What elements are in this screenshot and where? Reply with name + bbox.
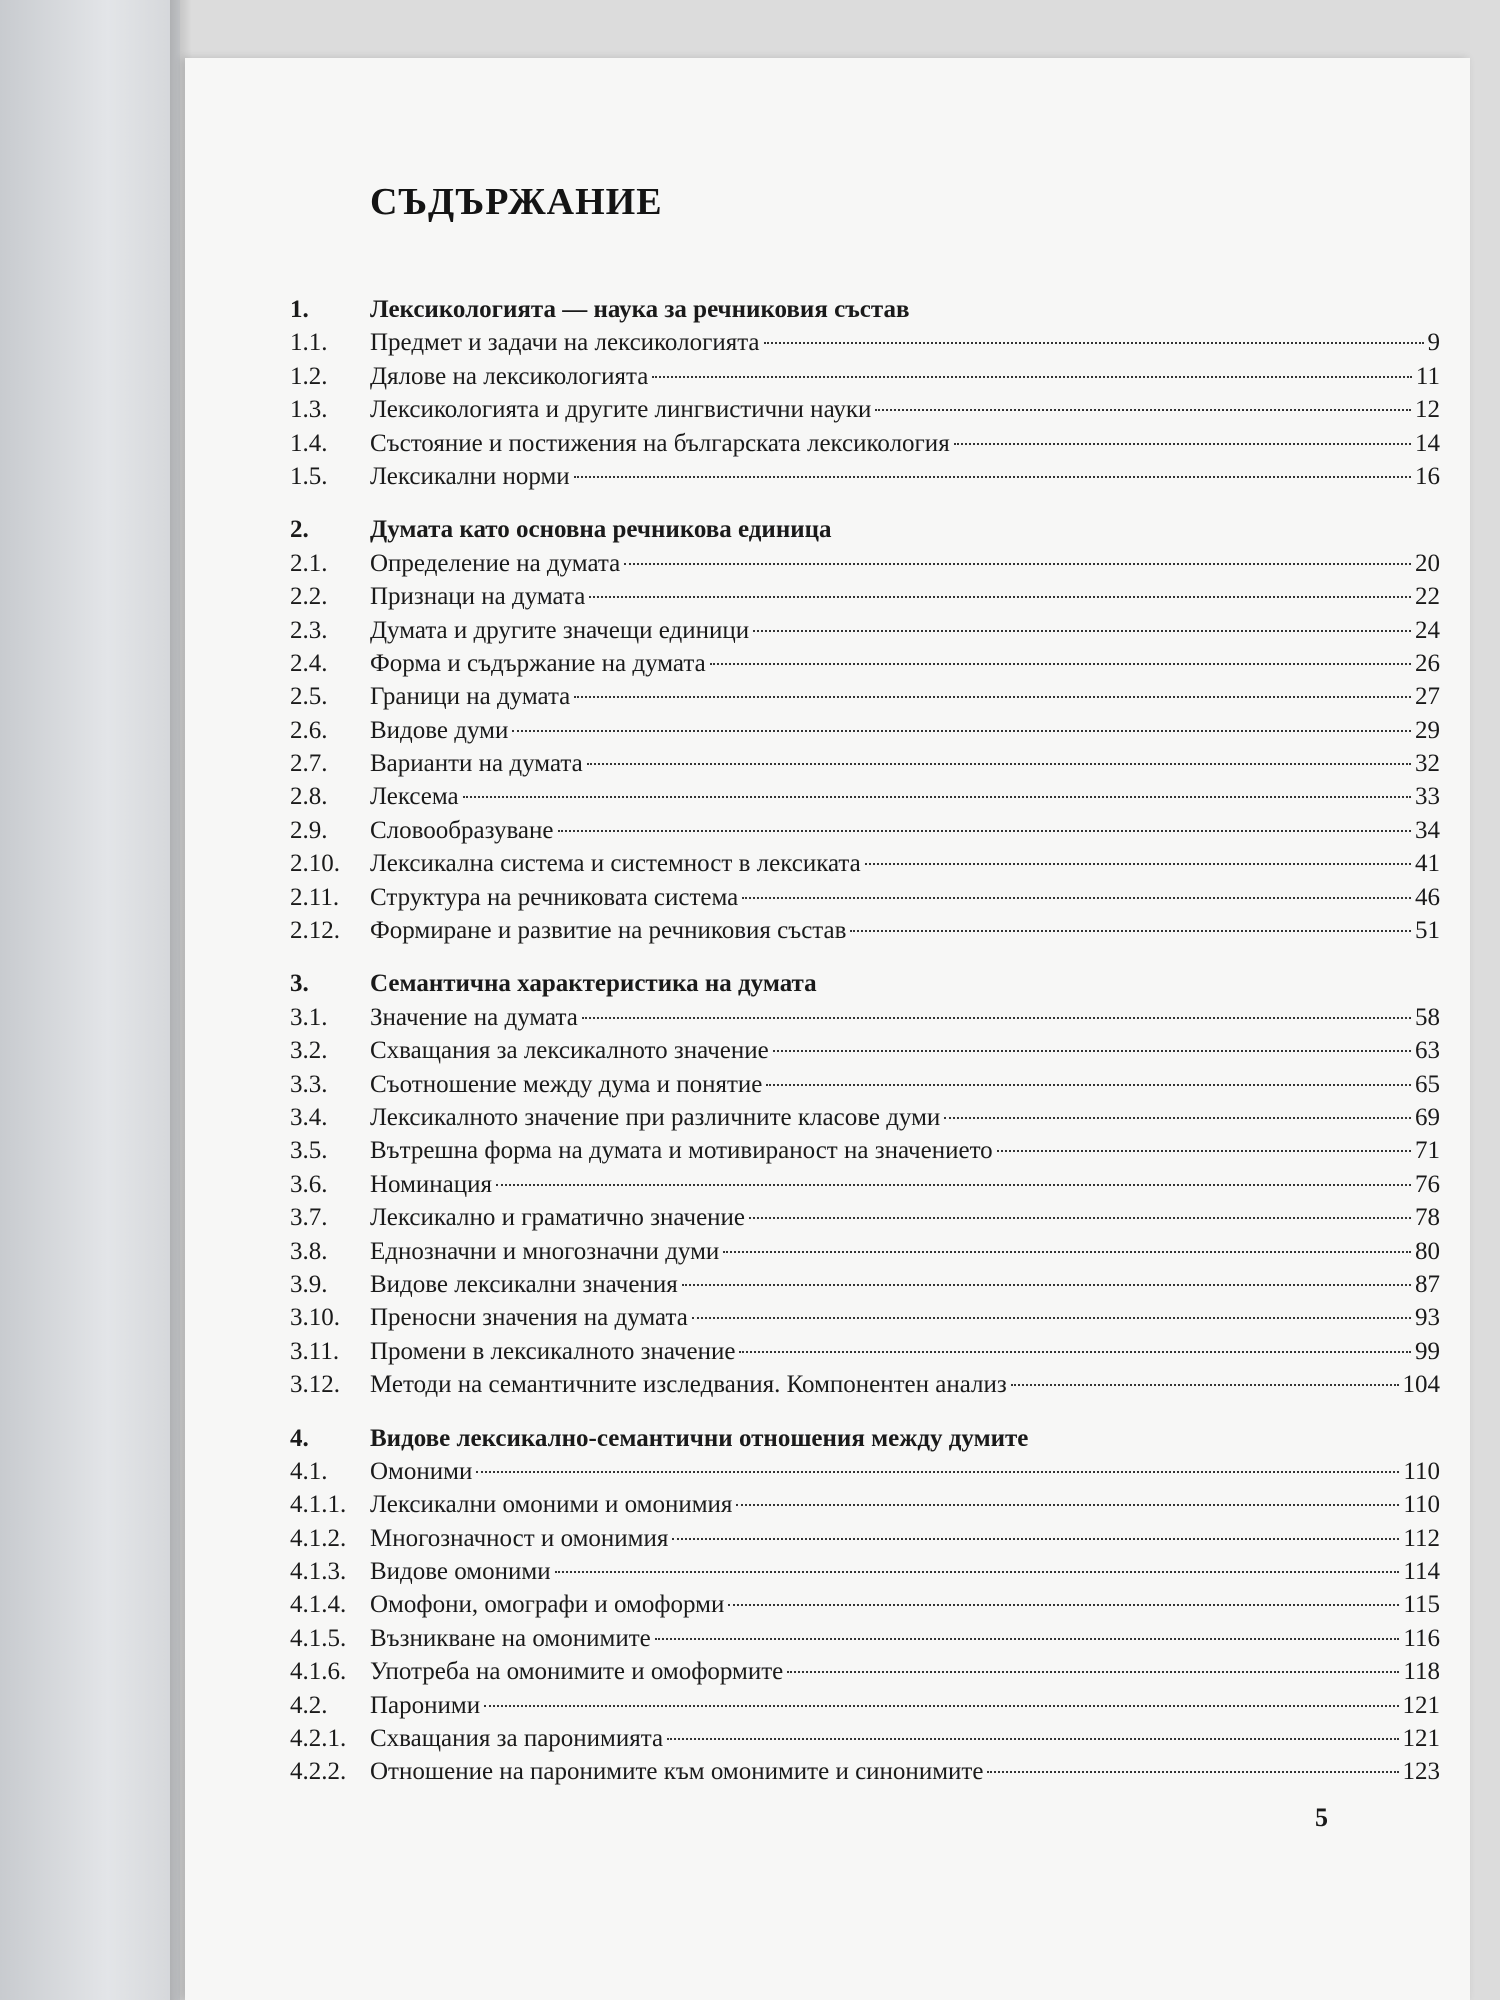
section-title: Видове лексикално-семантични отношения между думите: [370, 1424, 1029, 1452]
entry-title: Варианти на думата: [370, 750, 583, 778]
entry-number: 3.8.: [290, 1237, 328, 1265]
dot-leader: [742, 897, 1411, 899]
entry-number: 2.1.: [290, 549, 328, 577]
toc-entry: [290, 1268, 1440, 1301]
entry-number: 2.10.: [290, 850, 340, 878]
entry-title: Структура на речниковата система: [370, 883, 739, 911]
dot-leader: [739, 1351, 1411, 1353]
toc-entry: [290, 914, 1440, 947]
entry-page-number: 71: [1415, 1137, 1440, 1165]
entry-page-number: 112: [1403, 1524, 1440, 1552]
toc-section: [290, 513, 1440, 947]
entry-page-number: 87: [1415, 1270, 1440, 1298]
entry-number: 3.7.: [290, 1204, 328, 1232]
entry-page-number: 9: [1427, 329, 1440, 357]
entry-number: 4.1.6.: [290, 1658, 347, 1686]
toc-entry: [290, 1588, 1440, 1621]
toc-entry: [290, 1755, 1440, 1788]
toc-entry: [290, 1488, 1440, 1521]
entry-page-number: 29: [1415, 716, 1440, 744]
entry-page-number: 99: [1415, 1337, 1440, 1365]
entry-number: 2.4.: [290, 649, 328, 677]
entry-page-number: 123: [1402, 1758, 1440, 1786]
dot-leader: [1011, 1384, 1399, 1386]
entry-title: Признаци на думата: [370, 583, 586, 611]
dot-leader: [624, 563, 1411, 565]
entry-page-number: 46: [1415, 883, 1440, 911]
toc-entry: [290, 1301, 1440, 1334]
dot-leader: [463, 796, 1411, 798]
entry-title: Многозначност и омонимия: [370, 1524, 669, 1552]
entry-number: 1.4.: [290, 429, 328, 457]
toc-entry: [290, 1555, 1440, 1588]
section-number: 3.: [290, 970, 309, 998]
entry-title: Омофони, омографи и омоформи: [370, 1591, 725, 1619]
entry-title: Лексикални норми: [370, 462, 570, 490]
entry-title: Форма и съдържание на думата: [370, 649, 706, 677]
dot-leader: [764, 342, 1424, 344]
entry-number: 4.2.2.: [290, 1758, 347, 1786]
entry-page-number: 63: [1415, 1037, 1440, 1065]
entry-title: Промени в лексикалното значение: [370, 1337, 736, 1365]
dot-leader: [997, 1150, 1411, 1152]
entry-title: Формиране и развитие на речниковия състав: [370, 917, 847, 945]
entry-title: Лексема: [370, 783, 459, 811]
entry-title: Видове думи: [370, 716, 509, 744]
entry-title: Омоними: [370, 1457, 473, 1485]
dot-leader: [787, 1671, 1399, 1673]
toc-section: [290, 1422, 1440, 1789]
section-number: 1.: [290, 296, 309, 323]
section-number: 2.: [290, 516, 309, 544]
toc-entry: [290, 1622, 1440, 1655]
toc-entry: [290, 680, 1440, 713]
entry-title: Пароними: [370, 1691, 481, 1719]
dot-leader: [476, 1471, 1399, 1473]
entry-number: 3.2.: [290, 1037, 328, 1065]
entry-number: 1.5.: [290, 462, 328, 490]
toc-entry: [290, 614, 1440, 647]
entry-number: 3.1.: [290, 1003, 328, 1031]
entry-page-number: 12: [1415, 396, 1440, 424]
section-title: Думата като основна речникова единица: [370, 516, 832, 544]
toc-entry: [290, 780, 1440, 813]
entry-page-number: 115: [1403, 1591, 1440, 1619]
dot-leader: [954, 443, 1411, 445]
entry-title: Словообразуване: [370, 816, 554, 844]
toc-entry: [290, 1522, 1440, 1555]
dot-leader: [736, 1504, 1399, 1506]
entry-title: Преносни значения на думата: [370, 1304, 688, 1332]
entry-number: 3.4.: [290, 1103, 328, 1131]
dot-leader: [652, 376, 1412, 378]
entry-page-number: 51: [1415, 917, 1440, 945]
section-heading: [290, 513, 1440, 546]
dot-leader: [512, 730, 1411, 732]
toc-entry: [290, 1335, 1440, 1368]
dot-leader: [555, 1571, 1400, 1573]
entry-number: 1.1.: [290, 329, 328, 357]
entry-page-number: 58: [1415, 1003, 1440, 1031]
toc-entry: [290, 1368, 1440, 1401]
dot-leader: [723, 1251, 1411, 1253]
entry-page-number: 34: [1415, 816, 1440, 844]
entry-page-number: 16: [1415, 462, 1440, 490]
dot-leader: [667, 1738, 1398, 1740]
toc-entry: [290, 580, 1440, 613]
entry-number: 3.10.: [290, 1304, 340, 1332]
toc-section: [290, 293, 1440, 493]
entry-page-number: 22: [1415, 583, 1440, 611]
toc-entry: [290, 1101, 1440, 1134]
toc-entry: [290, 393, 1440, 426]
entry-title: Граници на думата: [370, 683, 571, 711]
dot-leader: [987, 1771, 1398, 1773]
toc-entry: [290, 1689, 1440, 1722]
entry-number: 2.9.: [290, 816, 328, 844]
toc-entry: [290, 1034, 1440, 1067]
toc-entry: [290, 747, 1440, 780]
dot-leader: [582, 1017, 1411, 1019]
entry-number: 4.2.1.: [290, 1725, 347, 1753]
entry-title: Значение на думата: [370, 1003, 578, 1031]
table-of-contents: [290, 293, 1440, 1809]
entry-page-number: 27: [1415, 683, 1440, 711]
dot-leader: [682, 1284, 1411, 1286]
entry-title: Думата и другите значещи единици: [370, 616, 750, 644]
entry-number: 3.3.: [290, 1070, 328, 1098]
entry-number: 4.1.: [290, 1457, 328, 1485]
dot-leader: [655, 1638, 1400, 1640]
entry-page-number: 76: [1415, 1170, 1440, 1198]
toc-entry: [290, 326, 1440, 359]
entry-title: Предмет и задачи на лексикологията: [370, 329, 760, 357]
entry-title: Вътрешна форма на думата и мотивираност на значението: [370, 1137, 993, 1165]
entry-number: 3.12.: [290, 1371, 340, 1399]
entry-title: Дялове на лексикологията: [370, 362, 649, 390]
section-number: 4.: [290, 1424, 309, 1452]
toc-entry: [290, 647, 1440, 680]
section-title: Лексикологията — наука за речниковия състав: [370, 296, 910, 323]
entry-page-number: 32: [1415, 750, 1440, 778]
entry-title: Отношение на паронимите към омонимите и синонимите: [370, 1758, 984, 1786]
entry-title: Еднозначни и многозначни думи: [370, 1237, 720, 1265]
dot-leader: [484, 1705, 1398, 1707]
entry-number: 2.5.: [290, 683, 328, 711]
dot-leader: [558, 830, 1412, 832]
dot-leader: [574, 476, 1411, 478]
entry-page-number: 24: [1415, 616, 1440, 644]
entry-page-number: 121: [1402, 1691, 1440, 1719]
toc-entry: [290, 1455, 1440, 1488]
toc-entry: [290, 1235, 1440, 1268]
entry-page-number: 118: [1403, 1658, 1440, 1686]
entry-number: 2.7.: [290, 750, 328, 778]
entry-title: Лексикални омоними и омонимия: [370, 1491, 733, 1519]
dot-leader: [749, 1217, 1411, 1219]
section-heading: [290, 1422, 1440, 1455]
dot-leader: [589, 596, 1411, 598]
entry-title: Възникване на омонимите: [370, 1624, 651, 1652]
entry-page-number: 33: [1415, 783, 1440, 811]
entry-number: 2.11.: [290, 883, 340, 911]
entry-number: 1.2.: [290, 362, 328, 390]
entry-title: Лексикологията и другите лингвистични науки: [370, 396, 872, 424]
entry-number: 4.1.2.: [290, 1524, 347, 1552]
toc-entry: [290, 714, 1440, 747]
entry-page-number: 104: [1402, 1371, 1440, 1399]
dot-leader: [773, 1050, 1411, 1052]
entry-number: 4.1.1.: [290, 1491, 347, 1519]
entry-page-number: 114: [1403, 1558, 1440, 1586]
toc-entry: [290, 847, 1440, 880]
entry-number: 4.2.: [290, 1691, 328, 1719]
entry-title: Схващания за паронимията: [370, 1725, 664, 1753]
entry-title: Лексикална система и системност в лексиката: [370, 850, 861, 878]
entry-page-number: 121: [1402, 1725, 1440, 1753]
toc-entry: [290, 547, 1440, 580]
entry-page-number: 11: [1415, 362, 1440, 390]
section-heading: [290, 293, 1440, 326]
toc-entry: [290, 460, 1440, 493]
dot-leader: [692, 1317, 1411, 1319]
dot-leader: [865, 863, 1411, 865]
dot-leader: [850, 930, 1411, 932]
entry-number: 4.1.5.: [290, 1624, 347, 1652]
toc-entry: [290, 1134, 1440, 1167]
dot-leader: [710, 663, 1411, 665]
page-title: СЪДЪРЖАНИЕ: [370, 181, 663, 223]
entry-page-number: 78: [1415, 1204, 1440, 1232]
entry-page-number: 116: [1403, 1624, 1440, 1652]
entry-page-number: 110: [1403, 1491, 1440, 1519]
entry-title: Видове омоними: [370, 1558, 551, 1586]
page-number: 5: [1315, 1803, 1328, 1832]
dot-leader: [766, 1084, 1411, 1086]
dot-leader: [944, 1117, 1411, 1119]
dot-leader: [728, 1604, 1399, 1606]
entry-number: 2.6.: [290, 716, 328, 744]
entry-number: 4.1.3.: [290, 1558, 347, 1586]
dot-leader: [672, 1538, 1399, 1540]
entry-title: Употреба на омонимите и омоформите: [370, 1658, 784, 1686]
toc-entry: [290, 1001, 1440, 1034]
entry-number: 1.3.: [290, 396, 328, 424]
entry-number: 2.12.: [290, 917, 340, 945]
entry-page-number: 110: [1403, 1457, 1440, 1485]
toc-entry: [290, 427, 1440, 460]
toc-entry: [290, 1168, 1440, 1201]
entry-page-number: 26: [1415, 649, 1440, 677]
dot-leader: [587, 763, 1411, 765]
entry-page-number: 93: [1415, 1304, 1440, 1332]
entry-number: 3.11.: [290, 1337, 340, 1365]
entry-title: Видове лексикални значения: [370, 1270, 678, 1298]
entry-number: 3.5.: [290, 1137, 328, 1165]
entry-number: 3.9.: [290, 1270, 328, 1298]
toc-section: [290, 967, 1440, 1401]
entry-title: Методи на семантичните изследвания. Компонентен анализ: [370, 1371, 1007, 1399]
entry-title: Лексикално и граматично значение: [370, 1204, 746, 1232]
toc-entry: [290, 1201, 1440, 1234]
entry-page-number: 41: [1415, 850, 1440, 878]
section-heading: [290, 967, 1440, 1000]
dot-leader: [574, 696, 1411, 698]
entry-number: 2.2.: [290, 583, 328, 611]
toc-entry: [290, 814, 1440, 847]
dot-leader: [875, 409, 1411, 411]
dot-leader: [496, 1184, 1411, 1186]
entry-number: 4.1.4.: [290, 1591, 347, 1619]
entry-page-number: 14: [1415, 429, 1440, 457]
entry-page-number: 69: [1415, 1103, 1440, 1131]
entry-page-number: 65: [1415, 1070, 1440, 1098]
entry-title: Схващания за лексикалното значение: [370, 1037, 769, 1065]
entry-title: Номинация: [370, 1170, 493, 1198]
entry-number: 2.8.: [290, 783, 328, 811]
dot-leader: [753, 630, 1411, 632]
toc-entry: [290, 1722, 1440, 1755]
toc-entry: [290, 360, 1440, 393]
left-page-edge: [0, 0, 180, 2000]
toc-entry: [290, 1655, 1440, 1688]
entry-page-number: 20: [1415, 549, 1440, 577]
toc-entry: [290, 881, 1440, 914]
entry-title: Състояние и постижения на българската лексикология: [370, 429, 950, 457]
section-title: Семантична характеристика на думата: [370, 970, 817, 998]
entry-title: Съотношение между дума и понятие: [370, 1070, 763, 1098]
entry-title: Лексикалното значение при различните класове думи: [370, 1103, 941, 1131]
entry-title: Определение на думата: [370, 549, 621, 577]
entry-number: 3.6.: [290, 1170, 328, 1198]
entry-page-number: 80: [1415, 1237, 1440, 1265]
toc-entry: [290, 1068, 1440, 1101]
entry-number: 2.3.: [290, 616, 328, 644]
book-page: [185, 58, 1470, 2000]
